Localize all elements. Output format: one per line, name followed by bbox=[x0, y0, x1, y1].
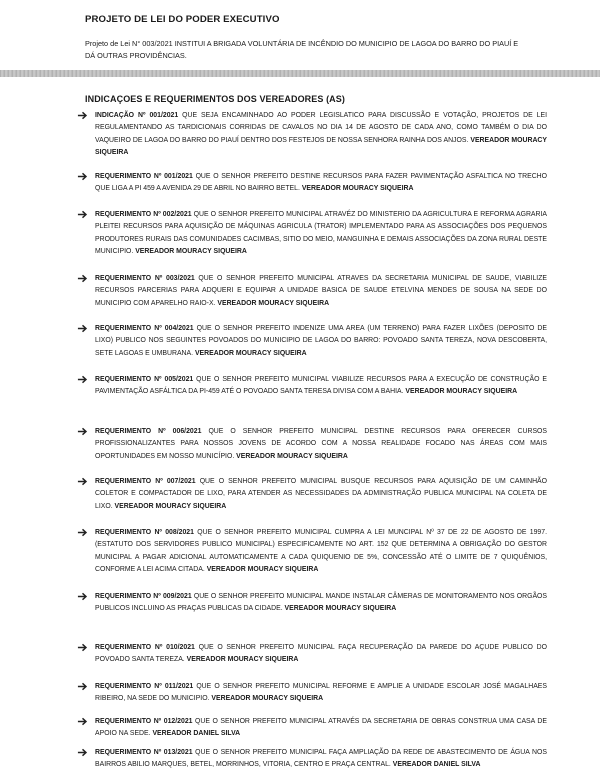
arrow-right-icon bbox=[77, 426, 89, 438]
arrow-right-icon bbox=[77, 591, 89, 603]
item-text: QUE O SENHOR PREFEITO MUNICIPAL ATRAVÉZ DO MINISTERIO DA AGRICULTURA E REFORMA AGRARIA PLEITEI RECURSOS PARA AQUISIÇÃO DE MÁQUINAS AGRICULA (TRATOR) IMPLEMENTADO PARA AS ASSOCIAÇÕES DOS PEQUENOS PRODUTORES RURAIS DAS COMUNIDADES CACIMBAS, SITIO DO MEIO, MANGUINHA E DEMAIS ASSOCIAÇÕES DA ZONA RURAL DESTE MUNICIPIO. bbox=[95, 211, 548, 255]
item-label: REQUERIMENTO Nº 009/2021 bbox=[95, 593, 192, 600]
arrow-right-icon bbox=[77, 527, 89, 539]
item-author: VEREADOR MOURACY SIQUEIRA bbox=[95, 136, 547, 156]
item-text: QUE O SENHOR PREFEITO MUNICIPAL ATRAVÉS DA SECRETARIA DE OBRAS CONSTRUA UMA CASA DE APOIO NA SEDE. bbox=[95, 718, 547, 738]
item-text: QUE O SENHOR PREFEITO MUNICIPAL DESTINE RECURSOS PARA OFERECER CURSOS PROFISSIONALIZANTES PARA NOSSOS JOVENS DE ACORDO COM A NOSSA REALIDADE FOCADO NAS ÁREAS COM MAIS OPORTUNIDADES EM NOSSO MUNICÍPIO. bbox=[95, 428, 547, 460]
item-author: VEREADOR MOURACY SIQUEIRA bbox=[194, 349, 307, 357]
item-label: REQUERIMENTO Nº 006/2021 bbox=[95, 428, 202, 435]
item-text: QUE O SENHOR PREFEITO MUNICIPAL BUSQUE RECURSOS PARA AQUISIÇÃO DE UM CAMINHÃO COLETOR E COMPACTADOR DE LIXO, PARA ATENDER AS NECESSIDADES DA ADMINISTRAÇÃO PUBLICA MUNICIPAL NA COLETA DE LIXO. bbox=[95, 478, 548, 510]
arrow-right-icon bbox=[77, 323, 89, 335]
list-item bbox=[77, 747, 547, 772]
item-label: REQUERIMENTO Nº 004/2021 bbox=[95, 325, 194, 332]
item-author: VEREADOR DANIEL SILVA bbox=[152, 730, 241, 738]
arrow-right-icon bbox=[77, 273, 89, 285]
arrow-right-icon bbox=[77, 642, 89, 654]
item-label: REQUERIMENTO Nº 010/2021 bbox=[95, 644, 195, 651]
item-text: QUE O SENHOR PREFEITO MUNICIPAL CUMPRA A LEI MUNCIPAL Nº 37 DE 22 DE AGOSTO DE 1997. (ESTATUTO DOS SERVIDORES PUBLICO MUNICIPAL) ESPECIFICAMENTE NO ART. 152 QUE DETERMINA A OBRIGAÇÃO DO GESTOR MUNICIPAL A PAGAR ADICIONAL AUTOMATICAMENTE A CADA QUIQUENIO DE 5%, CONCESSÃO ATÉ O LIMITE DE 7 QUIQUÊNIOS, CONFORME A LEI ACIMA CITADA. bbox=[95, 529, 547, 573]
list-item bbox=[77, 527, 547, 576]
item-text: QUE SEJA ENCAMINHADO AO PODER LEGISLATICO PARA DISCUSSÃO E VOTAÇÃO, PROJETOS DE LEI REGULAMENTANDO AS TARDICIONAIS CORRIDAS DE CAVALOS NO DIA 14 DE AGOSTO DE CADA ANO, COMO TAMBÉM O DIA DO VAQUEIRO DE LAGOA DO BARRO DO PIAUÍ DENTRO DOS FESTEJOS DE NOSSA SENHORA RAINHA DOS ANJOS. bbox=[95, 112, 547, 144]
arrow-right-icon bbox=[77, 716, 89, 728]
item-text: QUE O SENHOR PREFEITO MUNICIPAL FAÇA AMPLIAÇÃO DA REDE DE ABASTECIMENTO DE ÁGUA NOS BAIRROS ABILIO MARQUES, BETEL, MORRINHOS, VITORIA, CENTRO E PRAÇA CENTRAL. bbox=[95, 749, 547, 769]
item-author: VEREADOR MOURACY SIQUEIRA bbox=[206, 565, 319, 573]
arrow-right-icon bbox=[77, 374, 89, 386]
item-label: REQUERIMENTO Nº 007/2021 bbox=[95, 478, 196, 485]
item-label: REQUERIMENTO Nº 003/2021 bbox=[95, 275, 195, 282]
item-text: QUE O SENHOR PREFEITO MUNICIPAL ATRAVES DA SECRETARIA MUNICIPAL DE SAUDE, VIABILIZE RECURSOS PARCERIAS PARA ADQUERI E EQUIPAR A UNIDADE BASICA DE SAUDE ETELVINA MENDES DE SOUSA NA SEDE DO MUNICIPIO COM APARELHO RAIO-X. bbox=[95, 275, 547, 307]
list-item bbox=[77, 171, 547, 196]
list-item bbox=[77, 374, 547, 399]
arrow-right-icon bbox=[77, 171, 89, 183]
arrow-right-icon bbox=[77, 209, 89, 221]
header-title: PROJETO DE LEI DO PODER EXECUTIVO bbox=[85, 14, 280, 25]
item-label: REQUERIMENTO Nº 005/2021 bbox=[95, 376, 194, 383]
list-item bbox=[77, 591, 547, 616]
header-description: Projeto de Lei N° 003/2021 INSTITUI A BRIGADA VOLUNTÁRIA DE INCÊNDIO DO MUNICIPIO DE LAGOA DO BARRO DO PIAUÍ E DÁ OUTRAS PROVIDÊNCIAS. bbox=[85, 39, 519, 60]
item-label: REQUERIMENTO Nº 012/2021 bbox=[95, 718, 193, 725]
list-item bbox=[77, 681, 547, 706]
item-author: VEREADOR MOURACY SIQUEIRA bbox=[301, 185, 414, 193]
arrow-right-icon bbox=[77, 110, 89, 122]
item-author: VEREADOR MOURACY SIQUEIRA bbox=[284, 605, 397, 613]
item-text: QUE O SENHOR PREFEITO MUNICIPAL MANDE INSTALAR CÂMERAS DE MONITORAMENTO NOS ORGÃOS PUBLICOS INCLUINO AS PRAÇAS PUBLICAS DA CIDADE. bbox=[95, 593, 547, 613]
item-text: QUE O SENHOR PREFEITO MUNICIPAL FAÇA RECUPERAÇÃO DA PAREDE DO AÇUDE PUBLICO DO POVOADO SANTA TEREZA. bbox=[95, 644, 547, 664]
item-author: VEREADOR MOURACY SIQUEIRA bbox=[211, 695, 324, 703]
item-text: QUE O SENHOR PREFEITO MUNICIPAL VIABILIZE RECURSOS PARA A EXECUÇÃO DE CONSTRUÇÃO E PAVIMENTAÇÃO ASFÁLTICA DA PI-459 ATÉ O POVOADO SANTA TERESA DIVISA COM A BAHIA. bbox=[95, 376, 547, 396]
item-author: VEREADOR MOURACY SIQUEIRA bbox=[236, 452, 348, 460]
item-text: QUE O SENHOR PREFEITO DESTINE RECURSOS PARA FAZER PAVIMENTAÇÃO ASFALTICA NO TRECHO QUE LIGA A PI 459 A AVENIDA 29 DE ABRIL NO BAIRRO BETEL. bbox=[95, 173, 548, 193]
arrow-right-icon bbox=[77, 747, 89, 759]
item-author: VEREADOR MOURACY SIQUEIRA bbox=[217, 299, 330, 307]
list-item bbox=[77, 273, 547, 310]
item-author: VEREADOR DANIEL SILVA bbox=[392, 761, 481, 769]
list-item bbox=[77, 110, 547, 159]
list-item bbox=[77, 426, 547, 463]
list-item bbox=[77, 642, 547, 667]
item-label: REQUERIMENTO Nº 001/2021 bbox=[95, 173, 193, 180]
list-item bbox=[77, 716, 547, 741]
item-label: REQUERIMENTO Nº 002/2021 bbox=[95, 211, 192, 218]
item-label: REQUERIMENTO Nº 011/2021 bbox=[95, 683, 194, 690]
arrow-right-icon bbox=[77, 476, 89, 488]
item-text: QUE O SENHOR PREFEITO INDENIZE UMA AREA (UM TERRENO) PARA FAZER LIXÕES (DEPOSITO DE LIXO) PUBLICO NOS SEGUINTES POVOADOS DO MUNICIPIO DE LAGOA DO BARRO: POVOADO SANTA TEREZA, NOVA DESCOBERTA, SETE LAGOAS E UMBURANA. bbox=[95, 325, 547, 357]
item-author: VEREADOR MOURACY SIQUEIRA bbox=[135, 247, 247, 255]
item-label: REQUERIMENTO Nº 013/2021 bbox=[95, 749, 193, 756]
item-author: VEREADOR MOURACY SIQUEIRA bbox=[114, 502, 227, 510]
item-label: INDICAÇÃO Nº 001/2021 bbox=[95, 112, 179, 119]
list-item bbox=[77, 209, 547, 258]
item-label: REQUERIMENTO Nº 008/2021 bbox=[95, 529, 194, 536]
section-title: INDICAÇOES E REQUERIMENTOS DOS VEREADORES (AS) bbox=[85, 94, 345, 104]
list-item bbox=[77, 476, 547, 513]
separator-bar bbox=[0, 70, 600, 77]
item-author: VEREADOR MOURACY SIQUEIRA bbox=[186, 656, 299, 664]
arrow-right-icon bbox=[77, 681, 89, 693]
item-author: VEREADOR MOURACY SIQUEIRA bbox=[405, 388, 518, 396]
list-item bbox=[77, 323, 547, 360]
item-text: QUE O SENHOR PREFEITO MUNICIPAL REFORME E AMPLIE A UNIDADE ESCOLAR JOSÉ MAGALHAES RIBEIRO, NA SEDE DO MUNICIPIO. bbox=[95, 683, 547, 703]
